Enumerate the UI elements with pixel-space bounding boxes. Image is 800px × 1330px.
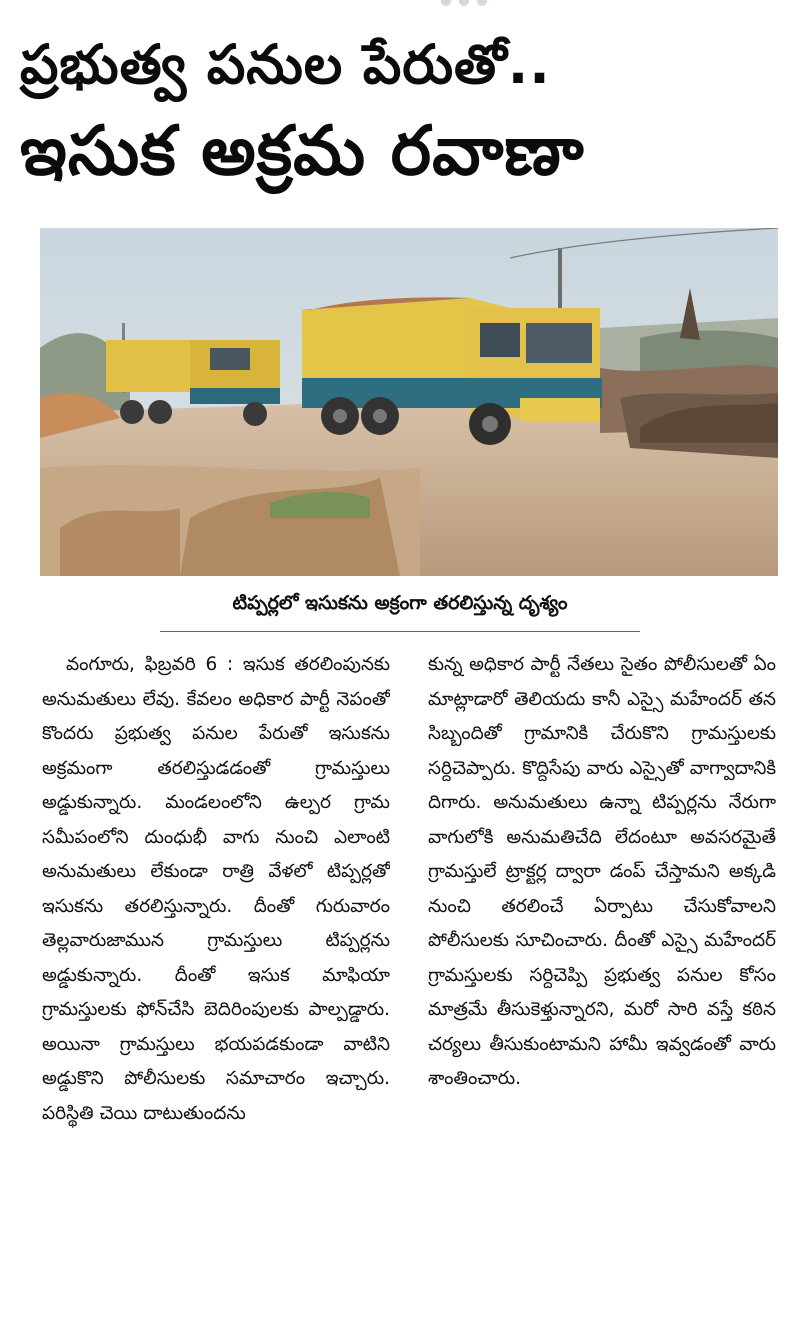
article-column-right [428,648,776,1314]
caption-rule [160,631,640,632]
page-top-ornament [440,0,500,8]
news-photo-sand-tippers [40,228,778,576]
article-body-left: వంగూరు, ఫిబ్రవరి 6 : ఇసుక తరలింపునకు అనుమతులు లేవు. కేవలం అధికార పార్టీ నెపంతో కొందరు ప్రభుత్వ పనుల పేరుతో ఇసుకను అక్రమంగా తరలిస్తుడడంతో గ్రామస్తులు అడ్డుకున్నారు. మండలంలోని ఉల్పర గ్రామ సమీపంలోని దుంధుభీ వాగు నుంచి ఎలాంటి అనుమతులు లేకుండా రాత్రి వేళలో టిప్పర్లతో ఇసుకను తరలిస్తున్నారు. దీంతో గురువారం తెల్లవారుజామున గ్రామస్తులు టిప్పర్లను అడ్డుకున్నారు. దీంతో ఇసుక మాఫియా గ్రామస్తులకు ఫోన్‌చేసి బెదిరింపులకు పాల్పడ్డారు. అయినా గ్రామస్తులు భయపడకుండా వాటిని అడ్డుకొని పోలీసులకు సమాచారం ఇచ్చారు. పరిస్థితి చెయి దాటుతుందను [42,654,390,1124]
article-body-right: కున్న అధికార పార్టీ నేతలు సైతం పోలీసులతో ఏం మాట్లాడారో తెలియదు కానీ ఎస్సై మహేందర్ తన సిబ్బందితో గ్రామానికి చేరుకొని గ్రామస్తులకు సర్దిచెప్పారు. కొద్దిసేపు వారు ఎస్సైతో వాగ్వాదానికి దిగారు. అనుమతులు ఉన్నా టిప్పర్లను నేరుగా వాగులోకి అనుమతిచేది లేదంటూ అవసరమైతే గ్రామస్తులే ట్రాక్టర్ల ద్వారా డంప్ చేస్తామని అక్కడి నుంచి తరలించే ఏర్పాటు చేసుకోవాలని పోలీసులకు సూచించారు. దీంతో ఎస్సై మహేందర్ గ్రామస్తులకు సర్దిచెప్పి ప్రభుత్వ పనుల కోసం మాత్రమే తీసుకెళ్తున్నారని, మరో సారి వస్తే కఠిన చర్యలు తీసుకుంటామని హామీ ఇవ్వడంతో వారు శాంతించారు. [428,654,776,1089]
photo-caption: టిప్పర్లలో ఇసుకను అక్రంగా తరలిస్తున్న దృశ్యం [232,592,568,614]
headline-line-2: ఇసుక అక్రమ రవాణా [20,112,585,191]
headline-line-1: ప్రభుత్వ పనుల పేరుతో.. [20,33,551,96]
article-column-left [42,648,390,1314]
